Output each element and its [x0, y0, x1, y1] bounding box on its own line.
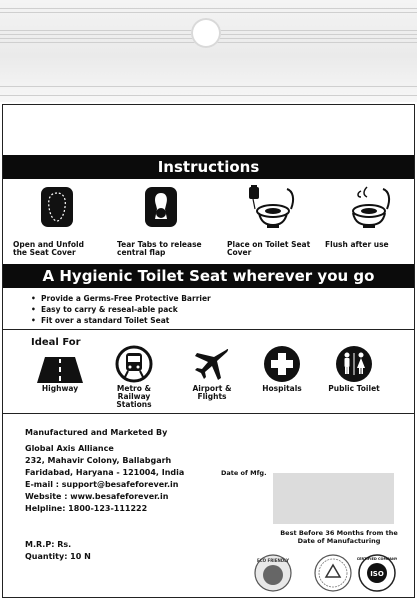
- eco-friendly-badge: [253, 553, 293, 593]
- eco-badge-text: ECO FRIENDLY: [257, 558, 289, 563]
- tear-tabs-icon: [141, 185, 181, 229]
- toilet-with-cover-icon: [243, 185, 299, 229]
- ideal-hospitals: [247, 345, 317, 393]
- divider: [3, 329, 414, 330]
- divider: [3, 413, 414, 414]
- address-line: 232, Mahavir Colony, Ballabgarh: [25, 456, 172, 465]
- mrp: M.R.P: Rs.: [25, 540, 72, 549]
- instructions-title: Instructions: [3, 155, 414, 179]
- train-icon: [115, 345, 153, 383]
- address-line: Faridabad, Haryana - 121004, India: [25, 468, 185, 477]
- seat-cover-icon: [37, 185, 77, 229]
- list-item: • Provide a Germs-Free Protective Barrier: [31, 293, 391, 304]
- ideal-label: Airport & Flights: [192, 384, 232, 401]
- step-place-on-seat: [221, 185, 321, 257]
- toilet-flush-icon: [345, 185, 393, 229]
- website: Website : www.besafeforever.in: [25, 492, 169, 501]
- step-tear-tabs: [111, 185, 211, 257]
- ideal-for-title: Ideal For: [31, 337, 81, 348]
- ridge: [0, 95, 417, 96]
- highway-icon: [37, 353, 83, 383]
- certified-text: CERTIFIED COMPANY: [357, 557, 397, 561]
- list-item: • Easy to carry & reseal-able pack: [31, 304, 391, 315]
- ideal-highway: [25, 353, 95, 393]
- step-open-unfold: [7, 185, 107, 257]
- hang-hole: [191, 18, 221, 48]
- company-name: Global Axis Alliance: [25, 444, 114, 453]
- manufacturer-heading: Manufactured and Marketed By: [25, 428, 168, 437]
- ideal-label: Metro & Railway Stations: [116, 384, 152, 409]
- label-panel: [2, 104, 415, 598]
- ideal-metro: [99, 345, 169, 409]
- ridge: [0, 86, 417, 87]
- helpline: Helpline: 1800-123-111222: [25, 504, 148, 513]
- iso-certified-badge: [357, 553, 397, 593]
- date-of-mfg-label: Date of Mfg.: [221, 469, 267, 477]
- iso-text: ISO: [370, 570, 384, 578]
- best-before-note: Best Before 36 Months from the Date of Manufacturing: [280, 529, 398, 545]
- tagline: A Hygienic Toilet Seat wherever you go: [3, 264, 414, 288]
- packet-top: [0, 0, 417, 102]
- list-item: • Fit over a standard Toilet Seat: [31, 315, 391, 326]
- benefits-list: [31, 293, 391, 326]
- step-label: Flush after use: [325, 240, 389, 249]
- restroom-icon: [335, 345, 373, 383]
- airplane-icon: [193, 345, 231, 383]
- ideal-airport: [177, 345, 247, 401]
- ideal-public-toilet: [319, 345, 389, 393]
- medical-cross-icon: [263, 345, 301, 383]
- ideal-label: Hospitals: [262, 384, 302, 393]
- date-of-mfg-box: [273, 473, 394, 524]
- step-label: Place on Toilet Seat Cover: [227, 240, 311, 257]
- recycle-badge: [313, 553, 353, 593]
- price-quantity: [25, 539, 91, 563]
- ridge: [0, 12, 417, 13]
- step-label: Tear Tabs to release central flap: [117, 240, 202, 257]
- ridge: [0, 8, 417, 9]
- ideal-label: Public Toilet: [328, 384, 380, 393]
- step-flush: [319, 185, 417, 249]
- step-label: Open and Unfold the Seat Cover: [13, 240, 84, 257]
- email: E-mail : support@besafeforever.in: [25, 480, 179, 489]
- quantity: Quantity: 10 N: [25, 552, 91, 561]
- ideal-label: Highway: [41, 384, 79, 393]
